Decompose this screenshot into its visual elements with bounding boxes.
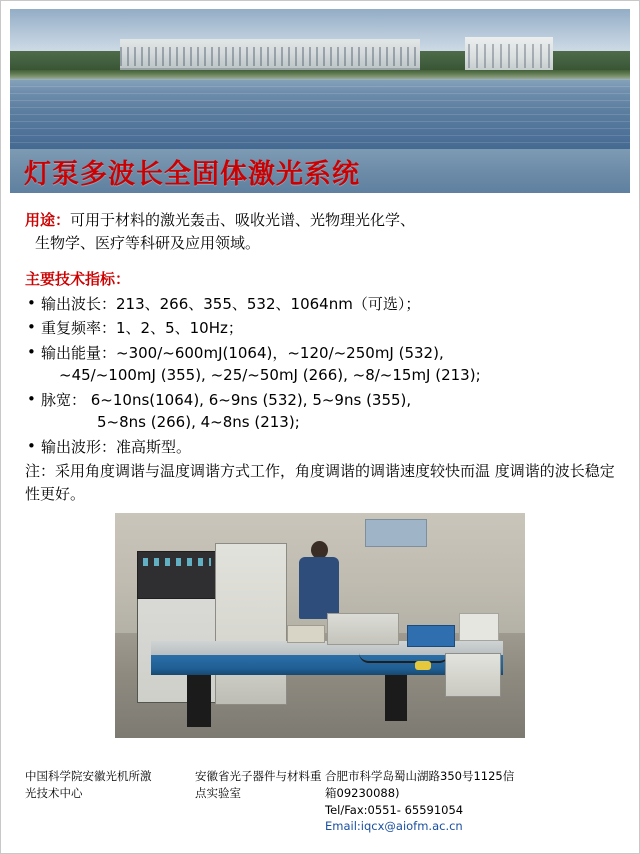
footer-org-line-1: 中国科学院安徽光机所激: [25, 769, 152, 784]
specs-heading: 主要技术指标：: [25, 269, 131, 288]
optical-module-4: [459, 613, 499, 641]
campus-building-left-icon: [120, 39, 420, 71]
operator-body: [299, 557, 339, 619]
list-item: [25, 293, 619, 316]
footer-address-line-1: 合肥市科学岛蜀山湖路350号1125信: [325, 769, 515, 784]
footer-lab-line-2: 点实验室: [195, 785, 241, 800]
spec-text: 输出波长：213、266、355、532、1064nm（可选）；: [41, 294, 421, 313]
usage-line-1: 可用于材料的激光轰击、吸收光谱、光物理光化学、: [70, 211, 416, 229]
spec-subline: ~45/~100mJ (355), ~25/~50mJ (266), ~8/~15mJ (213);: [59, 366, 481, 384]
optical-module-3: [407, 625, 455, 647]
footer-phone: Tel/Fax:0551- 65591054: [325, 802, 464, 817]
spec-subline: 5~8ns (266), 4~8ns (213);: [97, 413, 300, 431]
note-paragraph: [25, 460, 619, 505]
usage-paragraph: [25, 209, 619, 256]
page-title: 灯泵多波长全固体激光系统: [24, 158, 360, 190]
footer-email[interactable]: Email:iqcx@aiofm.ac.cn: [325, 819, 463, 834]
header-photo: [10, 9, 630, 149]
control-electronics-icon: [137, 551, 217, 599]
spec-text: 输出能量：~300/~600mJ(1064)，~120/~250mJ (532),: [41, 343, 444, 362]
wall-panel-icon: [365, 519, 427, 547]
footer-address-line-2: 箱09230088): [325, 785, 400, 800]
cable-icon: [359, 653, 449, 663]
lake-water-region: [10, 79, 630, 149]
system-photo: [115, 513, 525, 738]
spec-text: 输出波形：准高斯型。: [41, 437, 192, 456]
optical-module-1: [287, 625, 325, 643]
spec-text: 重复频率：1、2、5、10Hz；: [41, 319, 243, 337]
list-item: [25, 436, 619, 459]
laser-power-cabinet: [215, 543, 287, 705]
footer-contact: [325, 768, 621, 835]
table-leg-left: [187, 675, 211, 727]
title-band: [10, 149, 630, 193]
specs-list: [25, 293, 619, 459]
footer-organization: [25, 768, 195, 835]
spec-text: 脉宽： 6~10ns(1064), 6~9ns (532), 5~9ns (355),: [41, 390, 412, 409]
campus-building-right-icon: [465, 37, 553, 73]
usage-label: 用途：: [25, 211, 71, 229]
footer: [1, 768, 639, 835]
optical-module-2: [327, 613, 399, 645]
note-line-2: 度调谐的波长稳定性更好。: [25, 462, 615, 503]
usage-line-2: 生物学、医疗等科研及应用领域。: [35, 234, 261, 253]
note-line-1: 注：采用角度调谐与温度调谐方式工作，角度调谐的调谐速度较快而温: [25, 462, 491, 480]
footer-lab-line-1: 安徽省光子器件与材料重: [195, 769, 322, 784]
list-item: [25, 342, 619, 387]
yellow-component-icon: [415, 661, 431, 670]
shoreline-region: [10, 70, 630, 79]
list-item: [25, 389, 619, 434]
footer-org-line-2: 光技术中心: [25, 785, 83, 800]
footer-laboratory: [195, 768, 325, 835]
list-item: [25, 317, 619, 340]
table-leg-right: [385, 675, 407, 721]
side-instrument-box: [445, 653, 501, 697]
document-content: [1, 193, 639, 505]
